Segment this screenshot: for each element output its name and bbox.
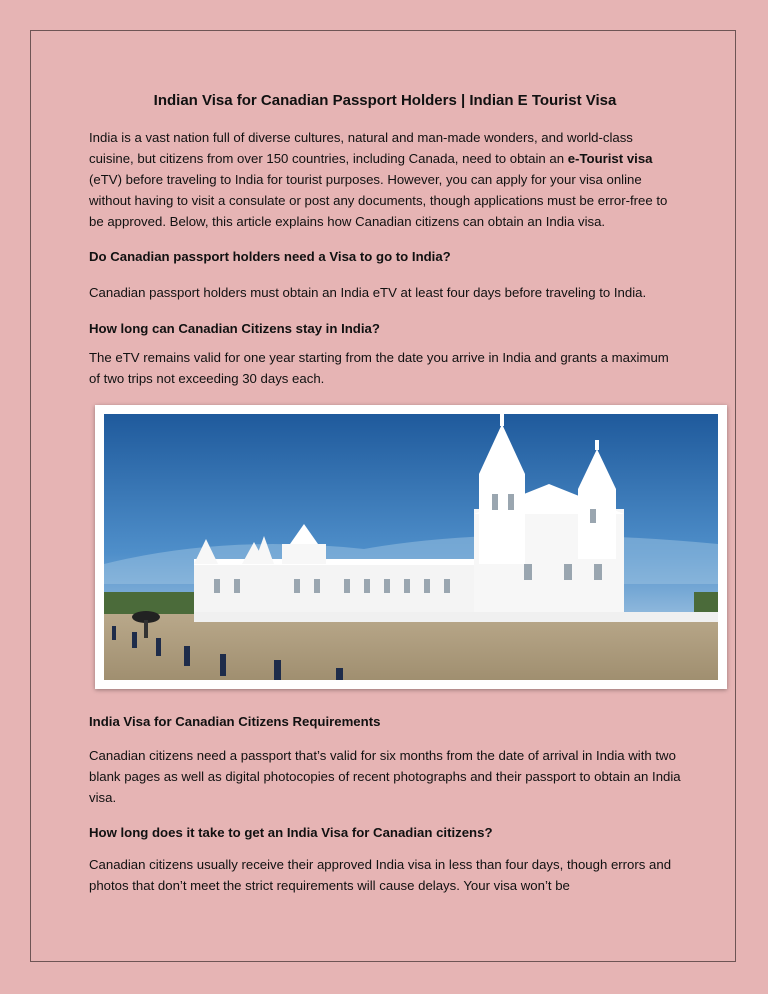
answer-requirements: Canadian citizens need a passport that’s valid for six months from the date of arrival in India with two blank pages as well as digital photocopies of recent photographs and their passport to obtain an India visa. <box>89 748 681 805</box>
intro-text-end: (eTV) before traveling to India for tourist purposes. However, you can apply for your visa online without having to visit a consulate or post any documents, though applications must be error-free to be approved. Below, this article explains how Canadian citizens can obtain an India visa. <box>89 172 668 229</box>
church-photo <box>95 405 727 689</box>
intro-bold-term: e-Tourist visa <box>567 151 653 166</box>
intro-paragraph <box>89 127 681 232</box>
church-photo-image <box>104 414 718 680</box>
question-need-visa: Do Canadian passport holders need a Visa to go to India? <box>89 249 451 264</box>
answer-need-visa: Canadian passport holders must obtain an India eTV at least four days before traveling to India. <box>89 285 647 300</box>
question-requirements: India Visa for Canadian Citizens Requirements <box>89 714 381 729</box>
answer-processing-time: Canadian citizens usually receive their approved India visa in less than four days, though errors and photos that don’t meet the strict requirements will cause delays. Your visa won’t be <box>89 857 672 893</box>
intro-text-start: India is a vast nation full of diverse cultures, natural and man-made wonders, and world-class cuisine, but citizens from over 150 countries, including Canada, need to obtain an <box>89 130 633 166</box>
document-title: Indian Visa for Canadian Passport Holders | Indian E Tourist Visa <box>153 92 617 109</box>
question-stay-length: How long can Canadian Citizens stay in India? <box>89 321 380 336</box>
question-processing-time: How long does it take to get an India Visa for Canadian citizens? <box>89 825 493 840</box>
answer-stay-length: The eTV remains valid for one year starting from the date you arrive in India and grants a maximum of two trips not exceeding 30 days each. <box>89 350 669 386</box>
